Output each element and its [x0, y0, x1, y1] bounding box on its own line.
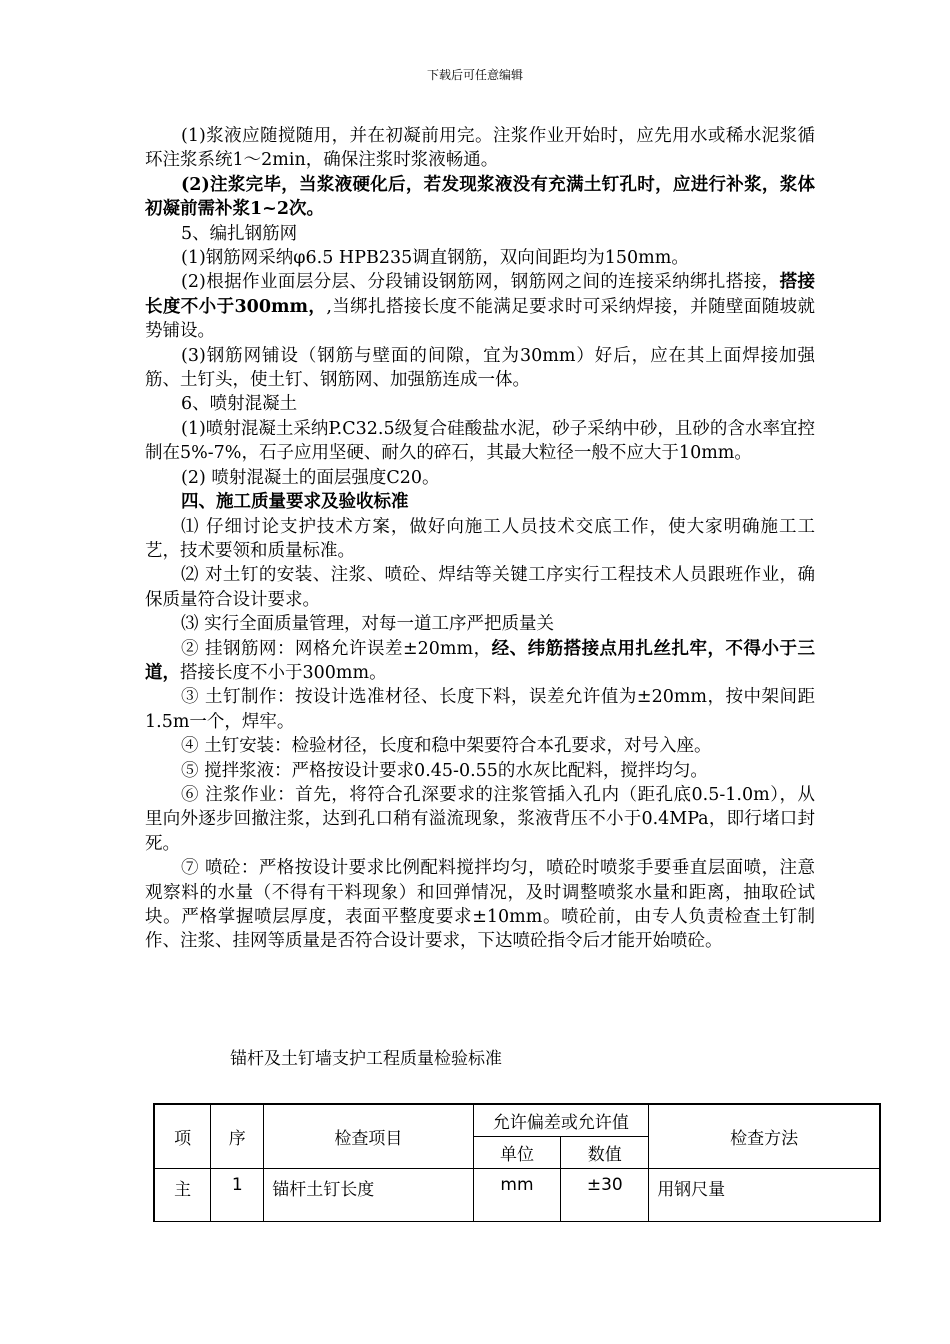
paragraph: (1)钢筋网采纳φ6.5 HPB235调直钢筋，双向间距均为150mm。: [181, 248, 689, 269]
header-tolerance: 允许偏差或允许值: [473, 1104, 649, 1137]
paragraph: (3)钢筋网铺设（钢筋与壁面的间隙，宜为30mm）好后，应在其上面焊接加强筋、土钉头，使土钉、钢筋网、加强筋连成一体。: [145, 345, 815, 391]
paragraph: ⑥ 注浆作业：首先，将符合孔深要求的注浆管插入孔内（距孔底0.5-1.0m），从里向外逐步回撤注浆，达到孔口稍有溢流现象，浆液背压不小于0.4MPa，即行堵口封死。: [145, 784, 815, 854]
page-header: 下载后可任意编辑: [426, 68, 523, 82]
section-heading-bold: 四、施工质量要求及验收标准: [181, 492, 409, 513]
paragraph: (2) 喷射混凝土的面层强度C20。: [181, 467, 440, 488]
cell-method: 用钢尺量: [649, 1169, 880, 1222]
paragraph: ③ 土钉制作：按设计选准材径、长度下料，误差允许值为±20mm，按中架间距1.5m一个，焊牢。: [145, 687, 815, 732]
paragraph: (1)浆液应随搅随用，并在初凝前用完。注浆作业开始时，应先用水或稀水泥浆循环注浆系统1～2min，确保注浆时浆液畅通。: [145, 126, 815, 171]
text-run: ,当绑扎搭接长度不能满足要求时可采纳焊接，并随壁面随坡就势铺设。: [145, 296, 815, 342]
document-body: [145, 124, 815, 954]
cell-value: ±30: [561, 1169, 649, 1222]
text-run: ② 挂钢筋网：网格允许误差±20mm，: [181, 638, 492, 659]
paragraph: ⑵ 对土钉的安装、注浆、喷砼、焊结等关键工序实行工程技术人员跟班作业，确保质量符合设计要求。: [145, 565, 815, 610]
paragraph: ④ 土钉安装：检验材径，长度和稳中架要符合本孔要求，对号入座。: [181, 736, 712, 757]
paragraph-bold: (2)注浆完毕，当浆液硬化后，若发现浆液没有充满土钉孔时，应进行补浆，浆体初凝前需补浆1~2次。: [145, 174, 815, 220]
cell-item: 主: [154, 1169, 211, 1222]
table-header-row: [154, 1104, 880, 1137]
paragraph: ⑤ 搅拌浆液：严格按设计要求0.45-0.55的水灰比配料，搅拌均匀。: [181, 760, 708, 781]
header-method: 检查方法: [649, 1104, 880, 1169]
header-value: 数值: [561, 1137, 649, 1169]
text-run: (2)根据作业面层分层、分段铺设钢筋网，钢筋网之间的连接采纳绑扎搭接，: [181, 272, 780, 293]
header-check-item: 检查项目: [264, 1104, 473, 1169]
paragraph: (1)喷射混凝土采纳P.C32.5级复合硅酸盐水泥，砂子采纳中砂，且砂的含水率宜控制在5%-7%，石子应用坚硬、耐久的碎石，其最大粒径一般不应大于10mm。: [145, 418, 815, 464]
cell-unit: mm: [473, 1169, 561, 1222]
paragraph: ⑴ 仔细讨论支护技术方案，做好向施工人员技术交底工作，使大家明确施工工艺，技术要领和质量标准。: [145, 516, 815, 561]
table-title: 锚杆及土钉墙支护工程质量检验标准: [230, 1049, 502, 1069]
paragraph: ⑶ 实行全面质量管理，对每一道工序严把质量关: [181, 614, 555, 635]
section-heading: 5、编扎钢筋网: [181, 223, 298, 244]
cell-check-item: 锚杆土钉长度: [264, 1169, 473, 1222]
paragraph-mixed: [145, 637, 815, 686]
text-run: 搭接长度不小于300mm。: [180, 662, 387, 683]
section-heading: 6、喷射混凝土: [181, 394, 298, 415]
paragraph-mixed: [145, 270, 815, 343]
table-row: [154, 1169, 880, 1222]
text-run-bold: 搭接长度不小于300mm，: [145, 272, 815, 317]
header-unit: 单位: [473, 1137, 561, 1169]
paragraph: ⑦ 喷砼：严格按设计要求比例配料搅拌均匀，喷砼时喷浆手要垂直层面喷，注意观察料的水量（不得有干料现象）和回弹情况，及时调整喷浆水量和距离，抽取砼试块。严格掌握喷层厚度，表面平整度要求±10mm。喷砼前，由专人负责检查土钉制作、注浆、挂网等质量是否符合设计要求，下达喷砼指令后才能开始喷砼。: [145, 858, 815, 952]
cell-seq: 1: [211, 1169, 264, 1222]
header-item: 项: [154, 1104, 211, 1169]
text-run-bold: 经、纬筋搭接点用扎丝扎牢，不得小于三道，: [145, 638, 815, 683]
quality-standard-table: [153, 1103, 881, 1222]
header-seq: 序: [211, 1104, 264, 1169]
